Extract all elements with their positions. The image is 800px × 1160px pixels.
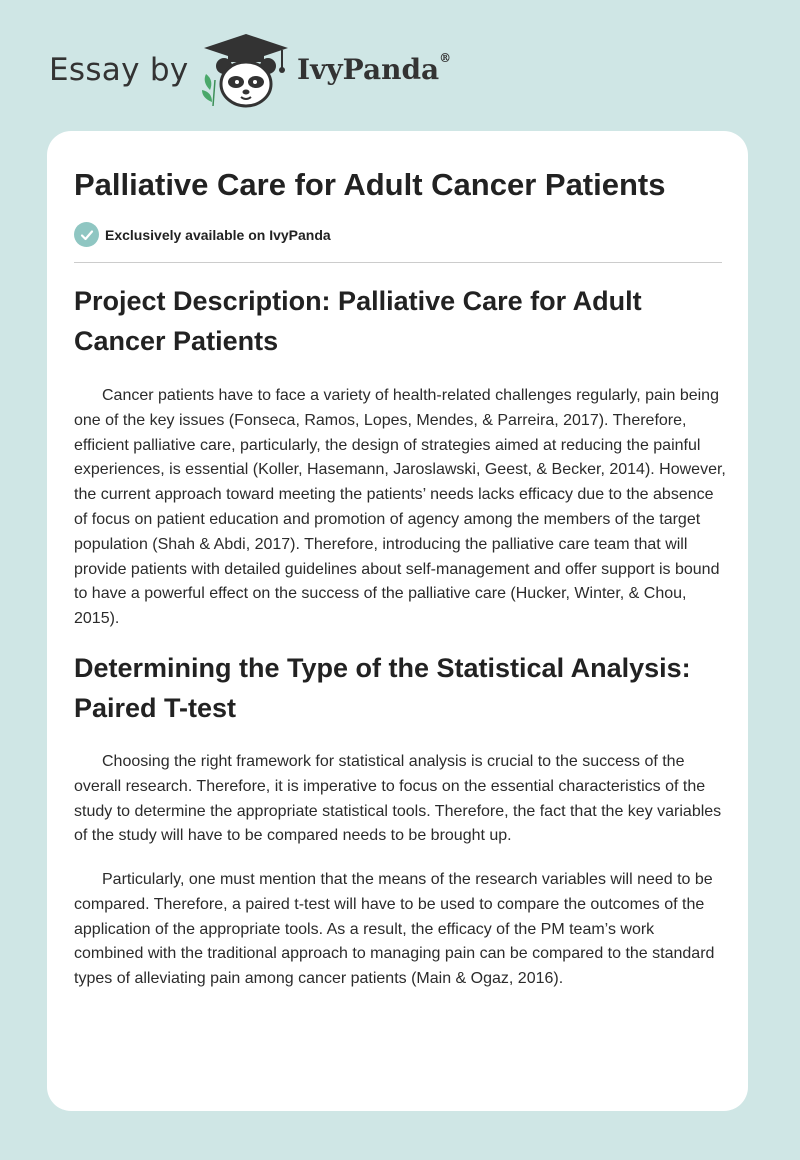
panda-logo-icon[interactable]: [200, 32, 292, 110]
article-card: [47, 131, 748, 1111]
page-title: Palliative Care for Adult Cancer Patients: [74, 167, 666, 202]
paragraph: Particularly, one must mention that the means of the research variables will need to be compared. Therefore, a paired t-test will have to be used to compare the outcomes of the application of the appropriate tools. As a result, the efficacy of the PM team’s work combined with the traditional approach to managing pain can be compared to the standard types of alleviating pain among cancer patients (Main & Ogaz, 2016).: [74, 871, 715, 988]
brand-name[interactable]: IvyPanda®: [297, 51, 452, 86]
exclusive-badge: [74, 222, 331, 247]
paragraph: Choosing the right framework for statistical analysis is crucial to the success of the overall research. Therefore, it is imperative to focus on the essential characteristics of the study to determine the appropriate statistical tools. Therefore, the fact that the key variables of the study will have to be compared needs to be brought up.: [74, 753, 722, 845]
section-heading-project-description: Project Description: Palliative Care for Adult Cancer Patients: [74, 286, 642, 356]
divider: [74, 262, 722, 263]
brand-prefix: Essay by: [49, 52, 189, 88]
check-icon: [74, 222, 99, 247]
badge-label: Exclusively available on IvyPanda: [105, 226, 331, 243]
paragraph: Cancer patients have to face a variety of health-related challenges regularly, pain being one of the key issues (Fonseca, Ramos, Lopes, Mendes, & Parreira, 2017). Therefore, efficient palliative care, particularly, the design of strategies aimed at reducing the painful experiences, is essential (Koller, Hasemann, Jaroslawski, Geest, & Becker, 2014). However, the current approach toward meeting the patients’ needs lacks efficacy due to the absence of focus on patient education and promotion of agency among the members of the target population (Shah & Abdi, 2017). Therefore, introducing the palliative care team that will provide patients with detailed guidelines about self-management and offer support is bound to have a powerful effect on the success of the palliative care (Hucker, Winter, & Chou, 2015).: [74, 387, 726, 628]
section-heading-statistical-analysis: Determining the Type of the Statistical Analysis: Paired T-test: [74, 653, 691, 723]
site-header: [0, 0, 800, 130]
